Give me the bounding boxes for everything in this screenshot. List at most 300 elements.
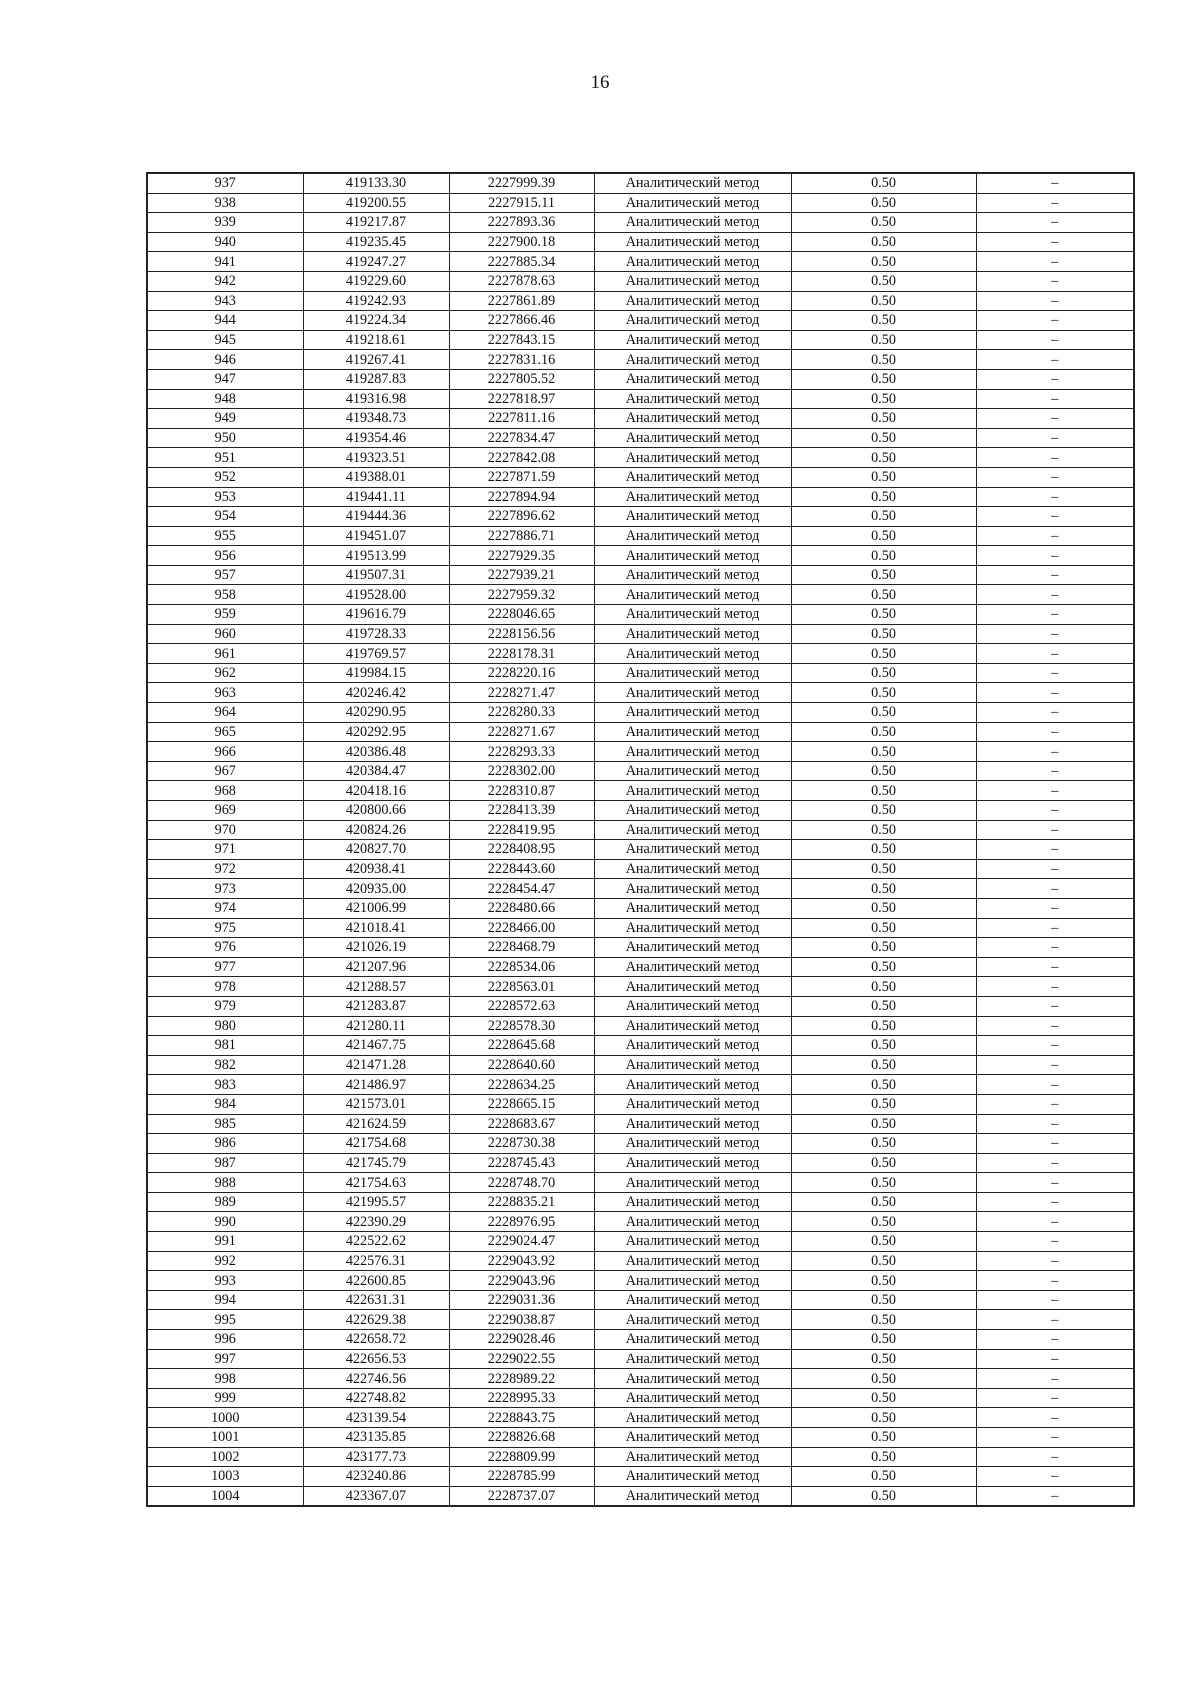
method-cell: Аналитический метод — [594, 957, 791, 977]
description-cell: – — [976, 467, 1134, 487]
table-row — [147, 1075, 1134, 1095]
description-cell: – — [976, 585, 1134, 605]
table-row — [147, 644, 1134, 664]
point-number-cell: 939 — [147, 213, 303, 233]
point-number-cell: 991 — [147, 1232, 303, 1252]
x-coordinate-cell: 422629.38 — [303, 1310, 449, 1330]
description-cell: – — [976, 1153, 1134, 1173]
description-cell: – — [976, 1094, 1134, 1114]
accuracy-cell: 0.50 — [791, 193, 976, 213]
accuracy-cell: 0.50 — [791, 761, 976, 781]
point-number-cell: 973 — [147, 879, 303, 899]
table-row — [147, 801, 1134, 821]
description-cell: – — [976, 703, 1134, 723]
y-coordinate-cell: 2227959.32 — [449, 585, 594, 605]
point-number-cell: 959 — [147, 605, 303, 625]
accuracy-cell: 0.50 — [791, 644, 976, 664]
x-coordinate-cell: 419728.33 — [303, 624, 449, 644]
table-row — [147, 546, 1134, 566]
table-row — [147, 977, 1134, 997]
y-coordinate-cell: 2229024.47 — [449, 1232, 594, 1252]
method-cell: Аналитический метод — [594, 1349, 791, 1369]
accuracy-cell: 0.50 — [791, 526, 976, 546]
point-number-cell: 950 — [147, 428, 303, 448]
x-coordinate-cell: 419235.45 — [303, 232, 449, 252]
method-cell: Аналитический метод — [594, 291, 791, 311]
accuracy-cell: 0.50 — [791, 742, 976, 762]
x-coordinate-cell: 421573.01 — [303, 1094, 449, 1114]
point-number-cell: 968 — [147, 781, 303, 801]
method-cell: Аналитический метод — [594, 1271, 791, 1291]
accuracy-cell: 0.50 — [791, 487, 976, 507]
accuracy-cell: 0.50 — [791, 1094, 976, 1114]
accuracy-cell: 0.50 — [791, 1212, 976, 1232]
y-coordinate-cell: 2227842.08 — [449, 448, 594, 468]
table-row — [147, 761, 1134, 781]
table-row — [147, 1486, 1134, 1506]
table-row — [147, 1016, 1134, 1036]
method-cell: Аналитический метод — [594, 1486, 791, 1506]
x-coordinate-cell: 419287.83 — [303, 369, 449, 389]
table-row — [147, 1467, 1134, 1487]
description-cell: – — [976, 487, 1134, 507]
y-coordinate-cell: 2227818.97 — [449, 389, 594, 409]
table-row — [147, 1134, 1134, 1154]
x-coordinate-cell: 421026.19 — [303, 938, 449, 958]
y-coordinate-cell: 2228976.95 — [449, 1212, 594, 1232]
description-cell: – — [976, 252, 1134, 272]
accuracy-cell: 0.50 — [791, 1486, 976, 1506]
x-coordinate-cell: 421288.57 — [303, 977, 449, 997]
description-cell: – — [976, 957, 1134, 977]
y-coordinate-cell: 2228809.99 — [449, 1447, 594, 1467]
description-cell: – — [976, 1036, 1134, 1056]
x-coordinate-cell: 423139.54 — [303, 1408, 449, 1428]
table-row — [147, 1094, 1134, 1114]
method-cell: Аналитический метод — [594, 1212, 791, 1232]
table-row — [147, 1447, 1134, 1467]
x-coordinate-cell: 419133.30 — [303, 173, 449, 193]
y-coordinate-cell: 2228220.16 — [449, 663, 594, 683]
x-coordinate-cell: 419528.00 — [303, 585, 449, 605]
x-coordinate-cell: 420290.95 — [303, 703, 449, 723]
description-cell: – — [976, 801, 1134, 821]
table-row — [147, 487, 1134, 507]
accuracy-cell: 0.50 — [791, 311, 976, 331]
x-coordinate-cell: 421754.63 — [303, 1173, 449, 1193]
y-coordinate-cell: 2228293.33 — [449, 742, 594, 762]
description-cell: – — [976, 507, 1134, 527]
x-coordinate-cell: 420824.26 — [303, 820, 449, 840]
table-row — [147, 820, 1134, 840]
accuracy-cell: 0.50 — [791, 1428, 976, 1448]
method-cell: Аналитический метод — [594, 252, 791, 272]
x-coordinate-cell: 422631.31 — [303, 1290, 449, 1310]
y-coordinate-cell: 2227894.94 — [449, 487, 594, 507]
y-coordinate-cell: 2229043.96 — [449, 1271, 594, 1291]
method-cell: Аналитический метод — [594, 173, 791, 193]
x-coordinate-cell: 419769.57 — [303, 644, 449, 664]
method-cell: Аналитический метод — [594, 644, 791, 664]
x-coordinate-cell: 421280.11 — [303, 1016, 449, 1036]
y-coordinate-cell: 2227939.21 — [449, 565, 594, 585]
y-coordinate-cell: 2227999.39 — [449, 173, 594, 193]
point-number-cell: 947 — [147, 369, 303, 389]
x-coordinate-cell: 421283.87 — [303, 996, 449, 1016]
description-cell: – — [976, 761, 1134, 781]
y-coordinate-cell: 2228310.87 — [449, 781, 594, 801]
method-cell: Аналитический метод — [594, 742, 791, 762]
table-row — [147, 369, 1134, 389]
table-row — [147, 507, 1134, 527]
method-cell: Аналитический метод — [594, 879, 791, 899]
y-coordinate-cell: 2228563.01 — [449, 977, 594, 997]
accuracy-cell: 0.50 — [791, 213, 976, 233]
point-number-cell: 940 — [147, 232, 303, 252]
accuracy-cell: 0.50 — [791, 918, 976, 938]
y-coordinate-cell: 2227893.36 — [449, 213, 594, 233]
x-coordinate-cell: 422522.62 — [303, 1232, 449, 1252]
method-cell: Аналитический метод — [594, 859, 791, 879]
point-number-cell: 955 — [147, 526, 303, 546]
point-number-cell: 975 — [147, 918, 303, 938]
accuracy-cell: 0.50 — [791, 448, 976, 468]
y-coordinate-cell: 2228843.75 — [449, 1408, 594, 1428]
accuracy-cell: 0.50 — [791, 663, 976, 683]
table-row — [147, 1271, 1134, 1291]
y-coordinate-cell: 2228468.79 — [449, 938, 594, 958]
x-coordinate-cell: 419444.36 — [303, 507, 449, 527]
accuracy-cell: 0.50 — [791, 859, 976, 879]
y-coordinate-cell: 2228534.06 — [449, 957, 594, 977]
accuracy-cell: 0.50 — [791, 898, 976, 918]
table-row — [147, 1349, 1134, 1369]
description-cell: – — [976, 605, 1134, 625]
point-number-cell: 964 — [147, 703, 303, 723]
x-coordinate-cell: 419316.98 — [303, 389, 449, 409]
accuracy-cell: 0.50 — [791, 683, 976, 703]
x-coordinate-cell: 423240.86 — [303, 1467, 449, 1487]
x-coordinate-cell: 419247.27 — [303, 252, 449, 272]
description-cell: – — [976, 683, 1134, 703]
table-row — [147, 1330, 1134, 1350]
table-row — [147, 448, 1134, 468]
method-cell: Аналитический метод — [594, 1232, 791, 1252]
point-number-cell: 970 — [147, 820, 303, 840]
accuracy-cell: 0.50 — [791, 1330, 976, 1350]
x-coordinate-cell: 419323.51 — [303, 448, 449, 468]
table-row — [147, 428, 1134, 448]
method-cell: Аналитический метод — [594, 448, 791, 468]
x-coordinate-cell: 419507.31 — [303, 565, 449, 585]
description-cell: – — [976, 938, 1134, 958]
y-coordinate-cell: 2227811.16 — [449, 409, 594, 429]
description-cell: – — [976, 1016, 1134, 1036]
method-cell: Аналитический метод — [594, 1467, 791, 1487]
table-row — [147, 1212, 1134, 1232]
y-coordinate-cell: 2229028.46 — [449, 1330, 594, 1350]
method-cell: Аналитический метод — [594, 311, 791, 331]
x-coordinate-cell: 421207.96 — [303, 957, 449, 977]
x-coordinate-cell: 419984.15 — [303, 663, 449, 683]
table-row — [147, 1192, 1134, 1212]
x-coordinate-cell: 422746.56 — [303, 1369, 449, 1389]
accuracy-cell: 0.50 — [791, 585, 976, 605]
method-cell: Аналитический метод — [594, 1055, 791, 1075]
accuracy-cell: 0.50 — [791, 703, 976, 723]
method-cell: Аналитический метод — [594, 722, 791, 742]
x-coordinate-cell: 422600.85 — [303, 1271, 449, 1291]
table-row — [147, 1114, 1134, 1134]
point-number-cell: 949 — [147, 409, 303, 429]
x-coordinate-cell: 420827.70 — [303, 840, 449, 860]
accuracy-cell: 0.50 — [791, 1232, 976, 1252]
x-coordinate-cell: 422576.31 — [303, 1251, 449, 1271]
method-cell: Аналитический метод — [594, 1016, 791, 1036]
y-coordinate-cell: 2227861.89 — [449, 291, 594, 311]
accuracy-cell: 0.50 — [791, 252, 976, 272]
description-cell: – — [976, 1134, 1134, 1154]
y-coordinate-cell: 2228046.65 — [449, 605, 594, 625]
method-cell: Аналитический метод — [594, 193, 791, 213]
point-number-cell: 941 — [147, 252, 303, 272]
x-coordinate-cell: 421471.28 — [303, 1055, 449, 1075]
method-cell: Аналитический метод — [594, 1173, 791, 1193]
x-coordinate-cell: 421467.75 — [303, 1036, 449, 1056]
point-number-cell: 956 — [147, 546, 303, 566]
description-cell: – — [976, 1192, 1134, 1212]
method-cell: Аналитический метод — [594, 526, 791, 546]
accuracy-cell: 0.50 — [791, 428, 976, 448]
point-number-cell: 990 — [147, 1212, 303, 1232]
x-coordinate-cell: 419267.41 — [303, 350, 449, 370]
y-coordinate-cell: 2228466.00 — [449, 918, 594, 938]
description-cell: – — [976, 428, 1134, 448]
y-coordinate-cell: 2228835.21 — [449, 1192, 594, 1212]
description-cell: – — [976, 1055, 1134, 1075]
x-coordinate-cell: 419229.60 — [303, 271, 449, 291]
accuracy-cell: 0.50 — [791, 232, 976, 252]
point-number-cell: 974 — [147, 898, 303, 918]
point-number-cell: 952 — [147, 467, 303, 487]
y-coordinate-cell: 2228995.33 — [449, 1388, 594, 1408]
description-cell: – — [976, 1173, 1134, 1193]
accuracy-cell: 0.50 — [791, 840, 976, 860]
point-number-cell: 980 — [147, 1016, 303, 1036]
point-number-cell: 943 — [147, 291, 303, 311]
point-number-cell: 985 — [147, 1114, 303, 1134]
table-row — [147, 252, 1134, 272]
y-coordinate-cell: 2227805.52 — [449, 369, 594, 389]
y-coordinate-cell: 2228454.47 — [449, 879, 594, 899]
table-row — [147, 173, 1134, 193]
method-cell: Аналитический метод — [594, 703, 791, 723]
y-coordinate-cell: 2228443.60 — [449, 859, 594, 879]
accuracy-cell: 0.50 — [791, 1134, 976, 1154]
description-cell: – — [976, 193, 1134, 213]
method-cell: Аналитический метод — [594, 1290, 791, 1310]
method-cell: Аналитический метод — [594, 389, 791, 409]
accuracy-cell: 0.50 — [791, 977, 976, 997]
point-number-cell: 954 — [147, 507, 303, 527]
table-row — [147, 467, 1134, 487]
point-number-cell: 958 — [147, 585, 303, 605]
method-cell: Аналитический метод — [594, 663, 791, 683]
accuracy-cell: 0.50 — [791, 546, 976, 566]
accuracy-cell: 0.50 — [791, 879, 976, 899]
y-coordinate-cell: 2227900.18 — [449, 232, 594, 252]
x-coordinate-cell: 421624.59 — [303, 1114, 449, 1134]
point-number-cell: 996 — [147, 1330, 303, 1350]
x-coordinate-cell: 420418.16 — [303, 781, 449, 801]
y-coordinate-cell: 2227843.15 — [449, 330, 594, 350]
description-cell: – — [976, 1330, 1134, 1350]
x-coordinate-cell: 422390.29 — [303, 1212, 449, 1232]
description-cell: – — [976, 742, 1134, 762]
point-number-cell: 994 — [147, 1290, 303, 1310]
method-cell: Аналитический метод — [594, 565, 791, 585]
method-cell: Аналитический метод — [594, 1428, 791, 1448]
x-coordinate-cell: 419513.99 — [303, 546, 449, 566]
accuracy-cell: 0.50 — [791, 1408, 976, 1428]
x-coordinate-cell: 421754.68 — [303, 1134, 449, 1154]
y-coordinate-cell: 2228989.22 — [449, 1369, 594, 1389]
x-coordinate-cell: 422658.72 — [303, 1330, 449, 1350]
table-row — [147, 918, 1134, 938]
method-cell: Аналитический метод — [594, 624, 791, 644]
x-coordinate-cell: 420292.95 — [303, 722, 449, 742]
description-cell: – — [976, 781, 1134, 801]
table-row — [147, 1428, 1134, 1448]
table-row — [147, 1055, 1134, 1075]
y-coordinate-cell: 2228271.67 — [449, 722, 594, 742]
y-coordinate-cell: 2229031.36 — [449, 1290, 594, 1310]
method-cell: Аналитический метод — [594, 1153, 791, 1173]
table-row — [147, 781, 1134, 801]
table-row — [147, 1369, 1134, 1389]
table-row — [147, 742, 1134, 762]
point-number-cell: 988 — [147, 1173, 303, 1193]
description-cell: – — [976, 820, 1134, 840]
table-row — [147, 1388, 1134, 1408]
y-coordinate-cell: 2228745.43 — [449, 1153, 594, 1173]
table-row — [147, 703, 1134, 723]
table-row — [147, 1153, 1134, 1173]
description-cell: – — [976, 213, 1134, 233]
point-number-cell: 995 — [147, 1310, 303, 1330]
point-number-cell: 960 — [147, 624, 303, 644]
description-cell: – — [976, 1114, 1134, 1134]
accuracy-cell: 0.50 — [791, 467, 976, 487]
table-row — [147, 409, 1134, 429]
accuracy-cell: 0.50 — [791, 507, 976, 527]
description-cell: – — [976, 448, 1134, 468]
point-number-cell: 987 — [147, 1153, 303, 1173]
description-cell: – — [976, 232, 1134, 252]
method-cell: Аналитический метод — [594, 1134, 791, 1154]
point-number-cell: 1003 — [147, 1467, 303, 1487]
accuracy-cell: 0.50 — [791, 291, 976, 311]
table-row — [147, 1290, 1134, 1310]
x-coordinate-cell: 419218.61 — [303, 330, 449, 350]
coordinates-table-body — [147, 173, 1134, 1506]
x-coordinate-cell: 420935.00 — [303, 879, 449, 899]
method-cell: Аналитический метод — [594, 898, 791, 918]
table-row — [147, 565, 1134, 585]
x-coordinate-cell: 419388.01 — [303, 467, 449, 487]
method-cell: Аналитический метод — [594, 330, 791, 350]
table-row — [147, 330, 1134, 350]
description-cell: – — [976, 1447, 1134, 1467]
accuracy-cell: 0.50 — [791, 271, 976, 291]
y-coordinate-cell: 2227896.62 — [449, 507, 594, 527]
method-cell: Аналитический метод — [594, 996, 791, 1016]
point-number-cell: 1002 — [147, 1447, 303, 1467]
accuracy-cell: 0.50 — [791, 1153, 976, 1173]
point-number-cell: 979 — [147, 996, 303, 1016]
x-coordinate-cell: 419224.34 — [303, 311, 449, 331]
x-coordinate-cell: 419441.11 — [303, 487, 449, 507]
method-cell: Аналитический метод — [594, 1192, 791, 1212]
method-cell: Аналитический метод — [594, 409, 791, 429]
description-cell: – — [976, 898, 1134, 918]
point-number-cell: 981 — [147, 1036, 303, 1056]
y-coordinate-cell: 2228280.33 — [449, 703, 594, 723]
accuracy-cell: 0.50 — [791, 938, 976, 958]
point-number-cell: 983 — [147, 1075, 303, 1095]
accuracy-cell: 0.50 — [791, 1271, 976, 1291]
description-cell: – — [976, 1486, 1134, 1506]
table-row — [147, 311, 1134, 331]
x-coordinate-cell: 423367.07 — [303, 1486, 449, 1506]
y-coordinate-cell: 2228634.25 — [449, 1075, 594, 1095]
y-coordinate-cell: 2228665.15 — [449, 1094, 594, 1114]
table-row — [147, 898, 1134, 918]
description-cell: – — [976, 291, 1134, 311]
accuracy-cell: 0.50 — [791, 1251, 976, 1271]
y-coordinate-cell: 2229043.92 — [449, 1251, 594, 1271]
table-row — [147, 996, 1134, 1016]
point-number-cell: 944 — [147, 311, 303, 331]
description-cell: – — [976, 1232, 1134, 1252]
x-coordinate-cell: 421006.99 — [303, 898, 449, 918]
description-cell: – — [976, 1212, 1134, 1232]
description-cell: – — [976, 624, 1134, 644]
y-coordinate-cell: 2227871.59 — [449, 467, 594, 487]
y-coordinate-cell: 2227886.71 — [449, 526, 594, 546]
description-cell: – — [976, 1369, 1134, 1389]
method-cell: Аналитический метод — [594, 1036, 791, 1056]
y-coordinate-cell: 2229022.55 — [449, 1349, 594, 1369]
method-cell: Аналитический метод — [594, 232, 791, 252]
description-cell: – — [976, 722, 1134, 742]
y-coordinate-cell: 2228683.67 — [449, 1114, 594, 1134]
table-row — [147, 213, 1134, 233]
accuracy-cell: 0.50 — [791, 605, 976, 625]
y-coordinate-cell: 2227834.47 — [449, 428, 594, 448]
table-row — [147, 1232, 1134, 1252]
x-coordinate-cell: 420386.48 — [303, 742, 449, 762]
x-coordinate-cell: 421995.57 — [303, 1192, 449, 1212]
accuracy-cell: 0.50 — [791, 1055, 976, 1075]
method-cell: Аналитический метод — [594, 605, 791, 625]
method-cell: Аналитический метод — [594, 1330, 791, 1350]
y-coordinate-cell: 2228748.70 — [449, 1173, 594, 1193]
y-coordinate-cell: 2228640.60 — [449, 1055, 594, 1075]
accuracy-cell: 0.50 — [791, 1036, 976, 1056]
accuracy-cell: 0.50 — [791, 369, 976, 389]
point-number-cell: 986 — [147, 1134, 303, 1154]
